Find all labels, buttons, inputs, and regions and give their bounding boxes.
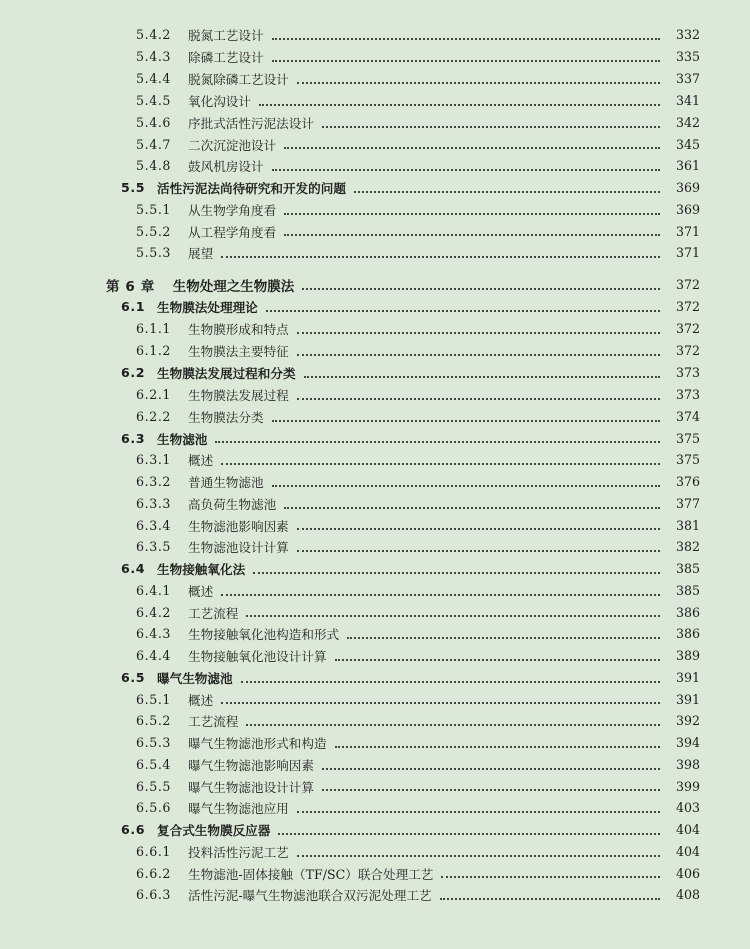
entry-title: 生物滤池影响因素 — [188, 518, 289, 534]
entry-title: 概述 — [188, 692, 214, 708]
subsection-entry — [0, 155, 750, 177]
page-number: 404 — [675, 822, 700, 838]
entry-title: 二次沉淀池设计 — [188, 137, 277, 153]
entry-title: 活性污泥-曝气生物滤池联合双污泥处理工艺 — [188, 888, 432, 904]
page-number: 403 — [675, 800, 700, 816]
entry-title: 从工程学角度看 — [188, 224, 277, 240]
subsection-entry — [0, 199, 750, 221]
subsection-entry — [0, 449, 750, 471]
entry-number: 6.4.1 — [136, 583, 172, 599]
entry-number: 5.4.6 — [136, 115, 172, 131]
subsection-entry — [0, 493, 750, 515]
entry-number: 6.5.6 — [136, 800, 172, 816]
entry-number: 6.5.1 — [136, 691, 172, 707]
entry-title: 氧化沟设计 — [188, 94, 251, 110]
subsection-entry — [0, 797, 750, 819]
page-number: 372 — [675, 321, 700, 337]
entry-title: 序批式活性污泥法设计 — [188, 116, 314, 132]
page-number: 406 — [675, 865, 700, 881]
page-number: 404 — [675, 844, 700, 860]
entry-title: 从生物学角度看 — [188, 203, 277, 219]
entry-number: 6.4.3 — [136, 626, 172, 642]
chapter-entry — [0, 274, 750, 296]
subsection-entry — [0, 732, 750, 754]
page-number: 345 — [675, 136, 700, 152]
page-number: 376 — [675, 474, 700, 490]
entry-number: 6.1.2 — [136, 343, 172, 359]
page-number: 337 — [675, 71, 700, 87]
subsection-entry — [0, 90, 750, 112]
dot-leader — [246, 615, 660, 617]
entry-number: 6.2.2 — [136, 409, 172, 425]
dot-leader — [347, 637, 660, 639]
entry-number: 6.6 — [121, 822, 146, 838]
dot-leader — [322, 126, 660, 128]
entry-number: 5.5.1 — [136, 202, 172, 218]
entry-number: 6.3.3 — [136, 496, 172, 512]
dot-leader — [297, 528, 660, 530]
dot-leader — [221, 256, 660, 258]
dot-leader — [302, 288, 660, 290]
entry-number: 5.4.8 — [136, 158, 172, 174]
entry-number: 6.6.1 — [136, 844, 172, 860]
entry-number: 6.5.2 — [136, 713, 172, 729]
entry-number: 6.5 — [121, 670, 146, 686]
entry-title: 曝气生物滤池 — [157, 671, 233, 687]
page-number: 375 — [675, 452, 700, 468]
subsection-entry — [0, 112, 750, 134]
subsection-entry — [0, 68, 750, 90]
dot-leader — [322, 768, 660, 770]
subsection-entry — [0, 710, 750, 732]
dot-leader — [221, 594, 660, 596]
subsection-entry — [0, 242, 750, 264]
page-number: 385 — [675, 583, 700, 599]
entry-number: 6.4.4 — [136, 648, 172, 664]
subsection-entry — [0, 841, 750, 863]
subsection-entry — [0, 884, 750, 906]
dot-leader — [221, 702, 660, 704]
page-number: 392 — [675, 713, 700, 729]
entry-number: 6.3 — [121, 430, 146, 446]
section-entry — [0, 296, 750, 318]
page-number: 385 — [675, 561, 700, 577]
subsection-entry — [0, 776, 750, 798]
page-number: 382 — [675, 539, 700, 555]
entry-title: 生物接触氧化池构造和形式 — [188, 627, 340, 643]
subsection-entry — [0, 754, 750, 776]
entry-number: 5.5 — [121, 180, 146, 196]
dot-leader — [322, 789, 660, 791]
page-number: 371 — [675, 245, 700, 261]
dot-leader — [297, 855, 660, 857]
dot-leader — [440, 898, 660, 900]
entry-number: 6.5.4 — [136, 757, 172, 773]
entry-title: 生物滤池 — [157, 431, 208, 447]
subsection-entry — [0, 340, 750, 362]
subsection-entry — [0, 24, 750, 46]
entry-title: 展望 — [188, 246, 214, 262]
dot-leader — [278, 833, 660, 835]
entry-title: 高负荷生物滤池 — [188, 497, 277, 513]
entry-title: 除磷工艺设计 — [188, 50, 264, 66]
subsection-entry — [0, 471, 750, 493]
page-number: 386 — [675, 604, 700, 620]
entry-title: 脱氮除磷工艺设计 — [188, 72, 289, 88]
subsection-entry — [0, 221, 750, 243]
entry-title: 生物膜法分类 — [188, 410, 264, 426]
dot-leader — [272, 485, 660, 487]
entry-title: 曝气生物滤池形式和构造 — [188, 736, 327, 752]
page-number: 391 — [675, 670, 700, 686]
dot-leader — [266, 310, 660, 312]
section-entry — [0, 362, 750, 384]
entry-number: 5.4.5 — [136, 93, 172, 109]
entry-number: 第 6 章 — [106, 278, 155, 295]
entry-number: 6.3.5 — [136, 539, 172, 555]
dot-leader — [259, 104, 660, 106]
dot-leader — [272, 420, 660, 422]
entry-number: 6.6.2 — [136, 865, 172, 881]
subsection-entry — [0, 134, 750, 156]
entry-title: 生物接触氧化法 — [157, 562, 246, 578]
subsection-entry — [0, 406, 750, 428]
page-number: 332 — [675, 27, 700, 43]
page-number: 399 — [675, 778, 700, 794]
entry-number: 5.5.3 — [136, 245, 172, 261]
entry-number: 5.4.2 — [136, 27, 172, 43]
page-number: 369 — [675, 202, 700, 218]
subsection-entry — [0, 863, 750, 885]
dot-leader — [272, 169, 660, 171]
dot-leader — [297, 332, 660, 334]
entry-number: 5.5.2 — [136, 223, 172, 239]
entry-title: 工艺流程 — [188, 714, 239, 730]
dot-leader — [297, 811, 660, 813]
dot-leader — [272, 60, 660, 62]
dot-leader — [297, 354, 660, 356]
section-entry — [0, 819, 750, 841]
page-number: 335 — [675, 49, 700, 65]
page-number: 389 — [675, 648, 700, 664]
page-number: 372 — [675, 277, 700, 293]
entry-title: 脱氮工艺设计 — [188, 28, 264, 44]
dot-leader — [215, 441, 660, 443]
dot-leader — [253, 572, 660, 574]
entry-title: 投料活性污泥工艺 — [188, 845, 289, 861]
page-number: 386 — [675, 626, 700, 642]
subsection-entry — [0, 645, 750, 667]
entry-title: 复合式生物膜反应器 — [157, 823, 271, 839]
page-number: 341 — [675, 93, 700, 109]
page-number: 408 — [675, 887, 700, 903]
entry-title: 活性污泥法尚待研究和开发的问题 — [157, 181, 346, 197]
section-entry — [0, 558, 750, 580]
entry-number: 5.4.3 — [136, 49, 172, 65]
entry-number: 6.3.1 — [136, 452, 172, 468]
entry-title: 生物滤池设计计算 — [188, 540, 289, 556]
page-number: 373 — [675, 387, 700, 403]
entry-title: 概述 — [188, 453, 214, 469]
entry-title: 生物膜法发展过程和分类 — [157, 366, 296, 382]
dot-leader — [297, 550, 660, 552]
dot-leader — [272, 38, 660, 40]
dot-leader — [441, 876, 660, 878]
dot-leader — [284, 213, 660, 215]
dot-leader — [221, 463, 660, 465]
entry-number: 6.2.1 — [136, 387, 172, 403]
entry-number: 6.5.5 — [136, 778, 172, 794]
entry-number: 6.1.1 — [136, 321, 172, 337]
entry-title: 生物接触氧化池设计计算 — [188, 649, 327, 665]
entry-title: 生物膜法处理理论 — [157, 300, 258, 316]
entry-title: 曝气生物滤池应用 — [188, 801, 289, 817]
dot-leader — [354, 191, 660, 193]
entry-title: 生物膜法主要特征 — [188, 344, 289, 360]
entry-number: 6.2 — [121, 365, 146, 381]
entry-title: 曝气生物滤池影响因素 — [188, 758, 314, 774]
page-number: 372 — [675, 299, 700, 315]
section-entry — [0, 667, 750, 689]
page-number: 391 — [675, 691, 700, 707]
page-number: 374 — [675, 409, 700, 425]
page-number: 375 — [675, 430, 700, 446]
subsection-entry — [0, 536, 750, 558]
page-number: 342 — [675, 115, 700, 131]
entry-title: 鼓风机房设计 — [188, 159, 264, 175]
entry-number: 6.3.2 — [136, 474, 172, 490]
dot-leader — [284, 507, 660, 509]
page-number: 371 — [675, 223, 700, 239]
entry-number: 6.3.4 — [136, 517, 172, 533]
entry-number: 5.4.4 — [136, 71, 172, 87]
dot-leader — [335, 746, 660, 748]
entry-number: 6.6.3 — [136, 887, 172, 903]
page-number: 377 — [675, 496, 700, 512]
dot-leader — [297, 82, 660, 84]
page-number: 373 — [675, 365, 700, 381]
dot-leader — [297, 398, 660, 400]
dot-leader — [284, 234, 660, 236]
subsection-entry — [0, 46, 750, 68]
dot-leader — [284, 147, 660, 149]
subsection-entry — [0, 515, 750, 537]
dot-leader — [335, 659, 660, 661]
entry-title: 工艺流程 — [188, 605, 239, 621]
subsection-entry — [0, 689, 750, 711]
subsection-entry — [0, 384, 750, 406]
entry-number: 5.4.7 — [136, 136, 172, 152]
page-number: 369 — [675, 180, 700, 196]
entry-number: 6.5.3 — [136, 735, 172, 751]
entry-title: 概述 — [188, 584, 214, 600]
entry-title: 生物处理之生物膜法 — [172, 278, 295, 295]
entry-title: 生物滤池-固体接触（TF/SC）联合处理工艺 — [188, 866, 434, 882]
subsection-entry — [0, 602, 750, 624]
entry-title: 普通生物滤池 — [188, 475, 264, 491]
section-entry — [0, 428, 750, 450]
page-number: 381 — [675, 517, 700, 533]
page-number: 394 — [675, 735, 700, 751]
dot-leader — [246, 724, 660, 726]
section-entry — [0, 177, 750, 199]
subsection-entry — [0, 318, 750, 340]
entry-title: 生物膜形成和特点 — [188, 322, 289, 338]
dot-leader — [304, 376, 660, 378]
subsection-entry — [0, 623, 750, 645]
page-number: 398 — [675, 757, 700, 773]
entry-number: 6.4 — [121, 561, 146, 577]
dot-leader — [241, 681, 660, 683]
entry-title: 曝气生物滤池设计计算 — [188, 779, 314, 795]
subsection-entry — [0, 580, 750, 602]
entry-number: 6.4.2 — [136, 604, 172, 620]
page-number: 361 — [675, 158, 700, 174]
page-number: 372 — [675, 343, 700, 359]
entry-number: 6.1 — [121, 299, 146, 315]
entry-title: 生物膜法发展过程 — [188, 388, 289, 404]
